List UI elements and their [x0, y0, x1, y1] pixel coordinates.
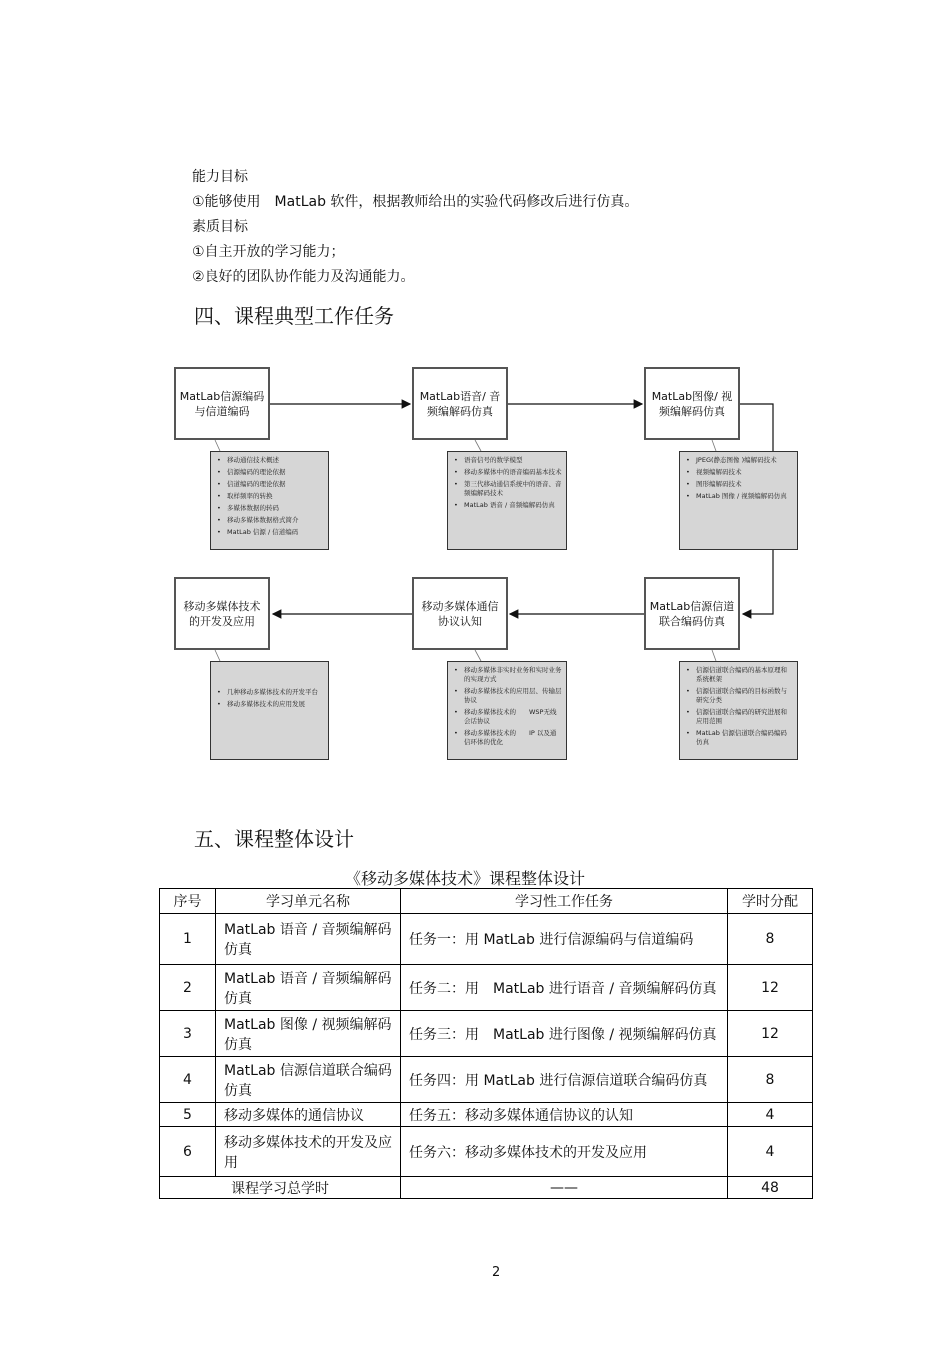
cell-hours: 8	[728, 914, 813, 965]
quality-title: 素质目标	[192, 219, 248, 235]
flow-note-5: • 移动多媒体非实时业务和实时业务的实现方式 • 移动多媒体技术的应用层、传输层协议 • 移动多媒体技术的 WSP无线会话协议 • 移动多媒体技术的 IP 以及通信环体的优化	[447, 661, 567, 760]
quality-item-1: ①自主开放的学习能力；	[192, 244, 345, 260]
link-node5-note	[475, 650, 481, 661]
cell-hours: 12	[728, 965, 813, 1011]
cell-no: 5	[160, 1103, 216, 1127]
table-row	[160, 1103, 813, 1127]
cell-hours: 4	[728, 1103, 813, 1127]
cell-hours: 12	[728, 1011, 813, 1057]
cell-hours: 8	[728, 1057, 813, 1103]
cell-task: 任务一：用 MatLab 进行信源编码与信道编码	[401, 914, 728, 965]
cell-no: 1	[160, 914, 216, 965]
flow-node-development: 移动多媒体技术的开发及应用	[174, 577, 270, 650]
flow-node-joint-coding: MatLab信源信道联合编码仿真	[644, 577, 740, 650]
table-total-row	[160, 1177, 813, 1199]
cell-unit: MatLab 图像 / 视频编解码仿真	[216, 1011, 401, 1057]
cell-unit: 移动多媒体的通信协议	[216, 1103, 401, 1127]
page-number: 2	[492, 1265, 501, 1280]
cell-hours: 4	[728, 1127, 813, 1177]
flow-node-protocol: 移动多媒体通信协议认知	[412, 577, 508, 650]
flow-note-6: • 几种移动多媒体技术的开发平台 • 移动多媒体技术的应用发展	[210, 661, 329, 760]
cell-unit: MatLab 语音 / 音频编解码仿真	[216, 914, 401, 965]
flow-note-1: • 移动通信技术概述 • 信源编码的理论依据 • 信道编码的理论依据 • 取样频率的转换 • 多媒体数据的转码 • 移动多媒体数据格式简介 • MatLab 信源 / 信道编码	[210, 451, 329, 550]
table-row	[160, 965, 813, 1011]
table-row	[160, 914, 813, 965]
flow-node-source-channel-coding: MatLab信源编码与信道编码	[174, 367, 270, 440]
cell-no: 2	[160, 965, 216, 1011]
section-5-heading: 五、课程整体设计	[194, 827, 354, 851]
cell-task: 任务四：用 MatLab 进行信源信道联合编码仿真	[401, 1057, 728, 1103]
link-node3-note	[712, 440, 716, 451]
quality-item-2: ②良好的团队协作能力及沟通能力。	[192, 269, 415, 285]
ability-title: 能力目标	[192, 169, 248, 185]
flow-note-2: • 语音信号的数学模型 • 移动多媒体中的语音编码基本技术 • 第三代移动通信系统中的语音、音频编解码技术 • MatLab 语音 / 音频编解码仿真	[447, 451, 567, 550]
flow-node-video-codec: MatLab图像/ 视频编解码仿真	[644, 367, 740, 440]
cell-unit: MatLab 语音 / 音频编解码仿真	[216, 965, 401, 1011]
table-row	[160, 1011, 813, 1057]
cell-task: 任务二：用 MatLab 进行语音 / 音频编解码仿真	[401, 965, 728, 1011]
header-task: 学习性工作任务	[401, 889, 728, 914]
table-row	[160, 1057, 813, 1103]
link-node6-note	[215, 650, 220, 661]
flow-note-3: • JPEG(静态图像 )编解码技术 • 视频编解码技术 • 图形编解码技术 • MatLab 图像 / 视频编解码仿真	[679, 451, 798, 550]
flow-node-audio-codec: MatLab语音/ 音频编解码仿真	[412, 367, 508, 440]
cell-no: 3	[160, 1011, 216, 1057]
total-task: ——	[401, 1177, 728, 1199]
header-no: 序号	[160, 889, 216, 914]
cell-unit: MatLab 信源信道联合编码仿真	[216, 1057, 401, 1103]
cell-unit: 移动多媒体技术的开发及应用	[216, 1127, 401, 1177]
table-header-row	[160, 889, 813, 914]
cell-task: 任务三：用 MatLab 进行图像 / 视频编解码仿真	[401, 1011, 728, 1057]
link-node4-note	[712, 650, 716, 661]
link-node2-note	[475, 440, 481, 451]
cell-task: 任务五：移动多媒体通信协议的认知	[401, 1103, 728, 1127]
cell-no: 4	[160, 1057, 216, 1103]
header-hours: 学时分配	[728, 889, 813, 914]
table-title: 《移动多媒体技术》课程整体设计	[345, 869, 586, 888]
cell-no: 6	[160, 1127, 216, 1177]
header-unit: 学习单元名称	[216, 889, 401, 914]
link-node1-note	[215, 440, 220, 451]
course-design-table	[159, 888, 813, 1199]
flow-note-4: • 信源信道联合编码的基本原理和系统框架 • 信源信道联合编码的目标函数与研究分类 • 信源信道联合编码的研究进展和应用范围 • MatLab 信源信道联合编码编码仿真	[679, 661, 798, 760]
total-label: 课程学习总学时	[160, 1177, 401, 1199]
cell-task: 任务六：移动多媒体技术的开发及应用	[401, 1127, 728, 1177]
section-4-heading: 四、课程典型工作任务	[194, 304, 394, 328]
ability-item-1: ①能够使用 MatLab 软件，根据教师给出的实验代码修改后进行仿真。	[192, 194, 639, 210]
total-hours: 48	[728, 1177, 813, 1199]
table-row	[160, 1127, 813, 1177]
